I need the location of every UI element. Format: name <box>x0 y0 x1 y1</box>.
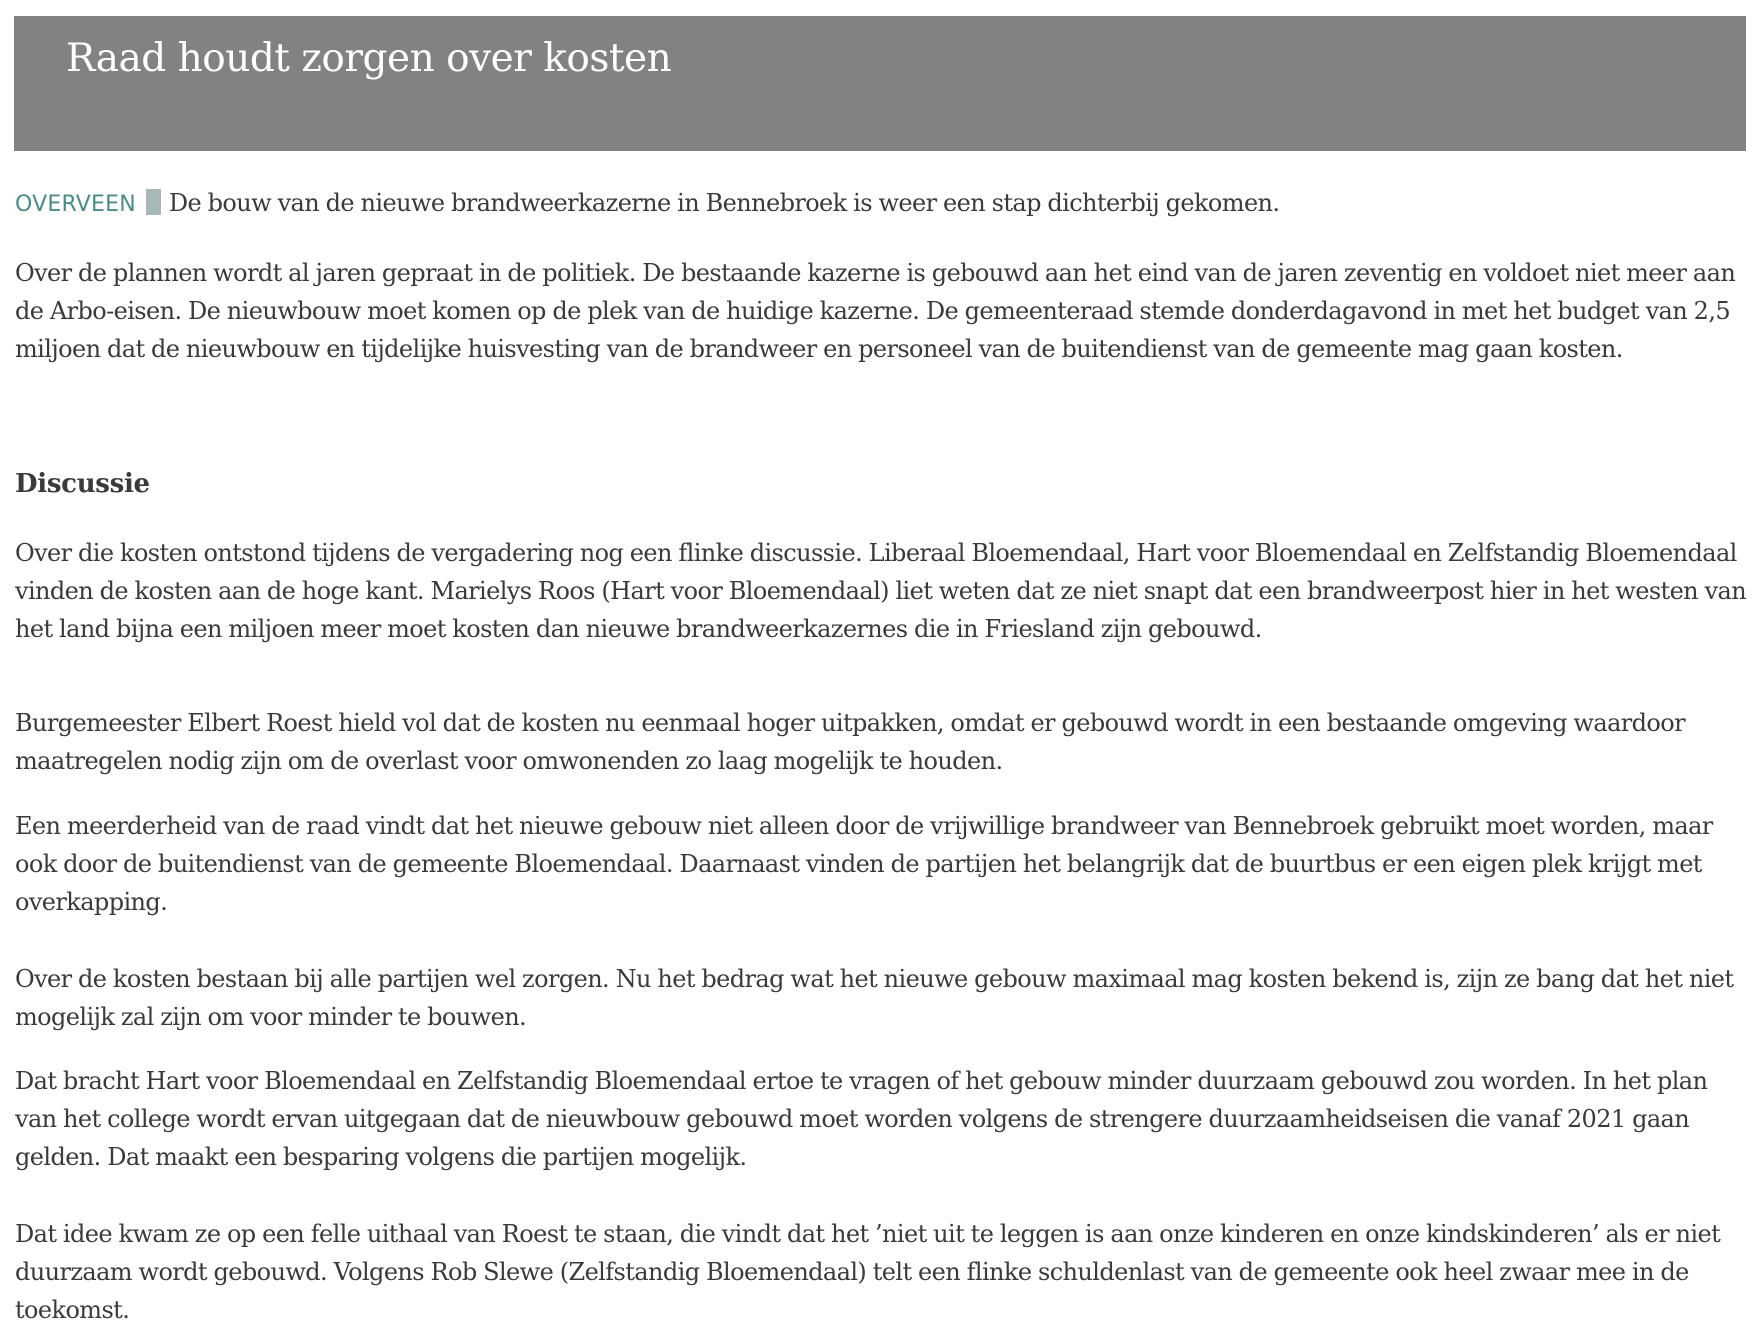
body-paragraph: Over die kosten ontstond tijdens de vergadering nog een flinke discussie. Liberaal Bloemendaal, Hart voor Bloemendaal en Zelfstandig Bloemendaal vinden de kosten aan de hoge kant. Marielys Roos (Hart voor Bloemendaal) liet weten dat ze niet snapt dat een brandweerpost hier in het westen van het land bijna een miljoen meer moet kosten dan nieuwe brandweerkazernes die in Friesland zijn gebouwd. <box>15 539 1747 643</box>
headline-banner <box>14 16 1746 151</box>
lead-paragraph <box>15 184 1755 224</box>
intro-paragraph: Over de plannen wordt al jaren gepraat in de politiek. De bestaande kazerne is gebouwd aan het eind van de jaren zeventig en voldoet niet meer aan de Arbo-eisen. De nieuwbouw moet komen op de plek van de huidige kazerne. De gemeenteraad stemde donderdagavond in met het budget van 2,5 miljoen dat de nieuwbouw en tijdelijke huisvesting van de brandweer en personeel van de buitendienst van de gemeente mag gaan kosten. <box>15 259 1736 363</box>
body-paragraph: Over de kosten bestaan bij alle partijen wel zorgen. Nu het bedrag wat het nieuwe gebouw maximaal mag kosten bekend is, zijn ze bang dat het niet mogelijk zal zijn om voor minder te bouwen. <box>15 965 1734 1031</box>
dateline-separator <box>146 189 161 215</box>
body-paragraph: Dat idee kwam ze op een felle uithaal van Roest te staan, die vindt dat het ’niet uit te leggen is aan onze kinderen en onze kindskinderen’ als er niet duurzaam wordt gebouwd. Volgens Rob Slewe (Zelfstandig Bloemendaal) telt een flinke schuldenlast van de gemeente ook heel zwaar mee in de toekomst. <box>15 1220 1721 1324</box>
page-title: Raad houdt zorgen over kosten <box>66 36 672 81</box>
body-paragraph: Een meerderheid van de raad vindt dat het nieuwe gebouw niet alleen door de vrijwillige brandweer van Bennebroek gebruikt moet worden, maar ook door de buitendienst van de gemeente Bloemendaal. Daarnaast vinden de partijen het belangrijk dat de buurtbus er een eigen plek krijgt met overkapping. <box>15 812 1713 916</box>
body-paragraph: Burgemeester Elbert Roest hield vol dat de kosten nu eenmaal hoger uitpakken, omdat er gebouwd wordt in een bestaande omgeving waardoor maatregelen nodig zijn om de overlast voor omwonenden zo laag mogelijk te houden. <box>15 709 1686 775</box>
body-paragraph: Dat bracht Hart voor Bloemendaal en Zelfstandig Bloemendaal ertoe te vragen of het gebouw minder duurzaam gebouwd zou worden. In het plan van het college wordt ervan uitgegaan dat de nieuwbouw gebouwd moet worden volgens de strengere duurzaamheidseisen die vanaf 2021 gaan gelden. Dat maakt een besparing volgens die partijen mogelijk. <box>15 1067 1708 1171</box>
dateline: OVERVEEN <box>15 192 136 217</box>
lead-text: De bouw van de nieuwe brandweerkazerne in Bennebroek is weer een stap dichterbij gekomen. <box>168 189 1280 217</box>
section-heading: Discussie <box>15 469 150 499</box>
